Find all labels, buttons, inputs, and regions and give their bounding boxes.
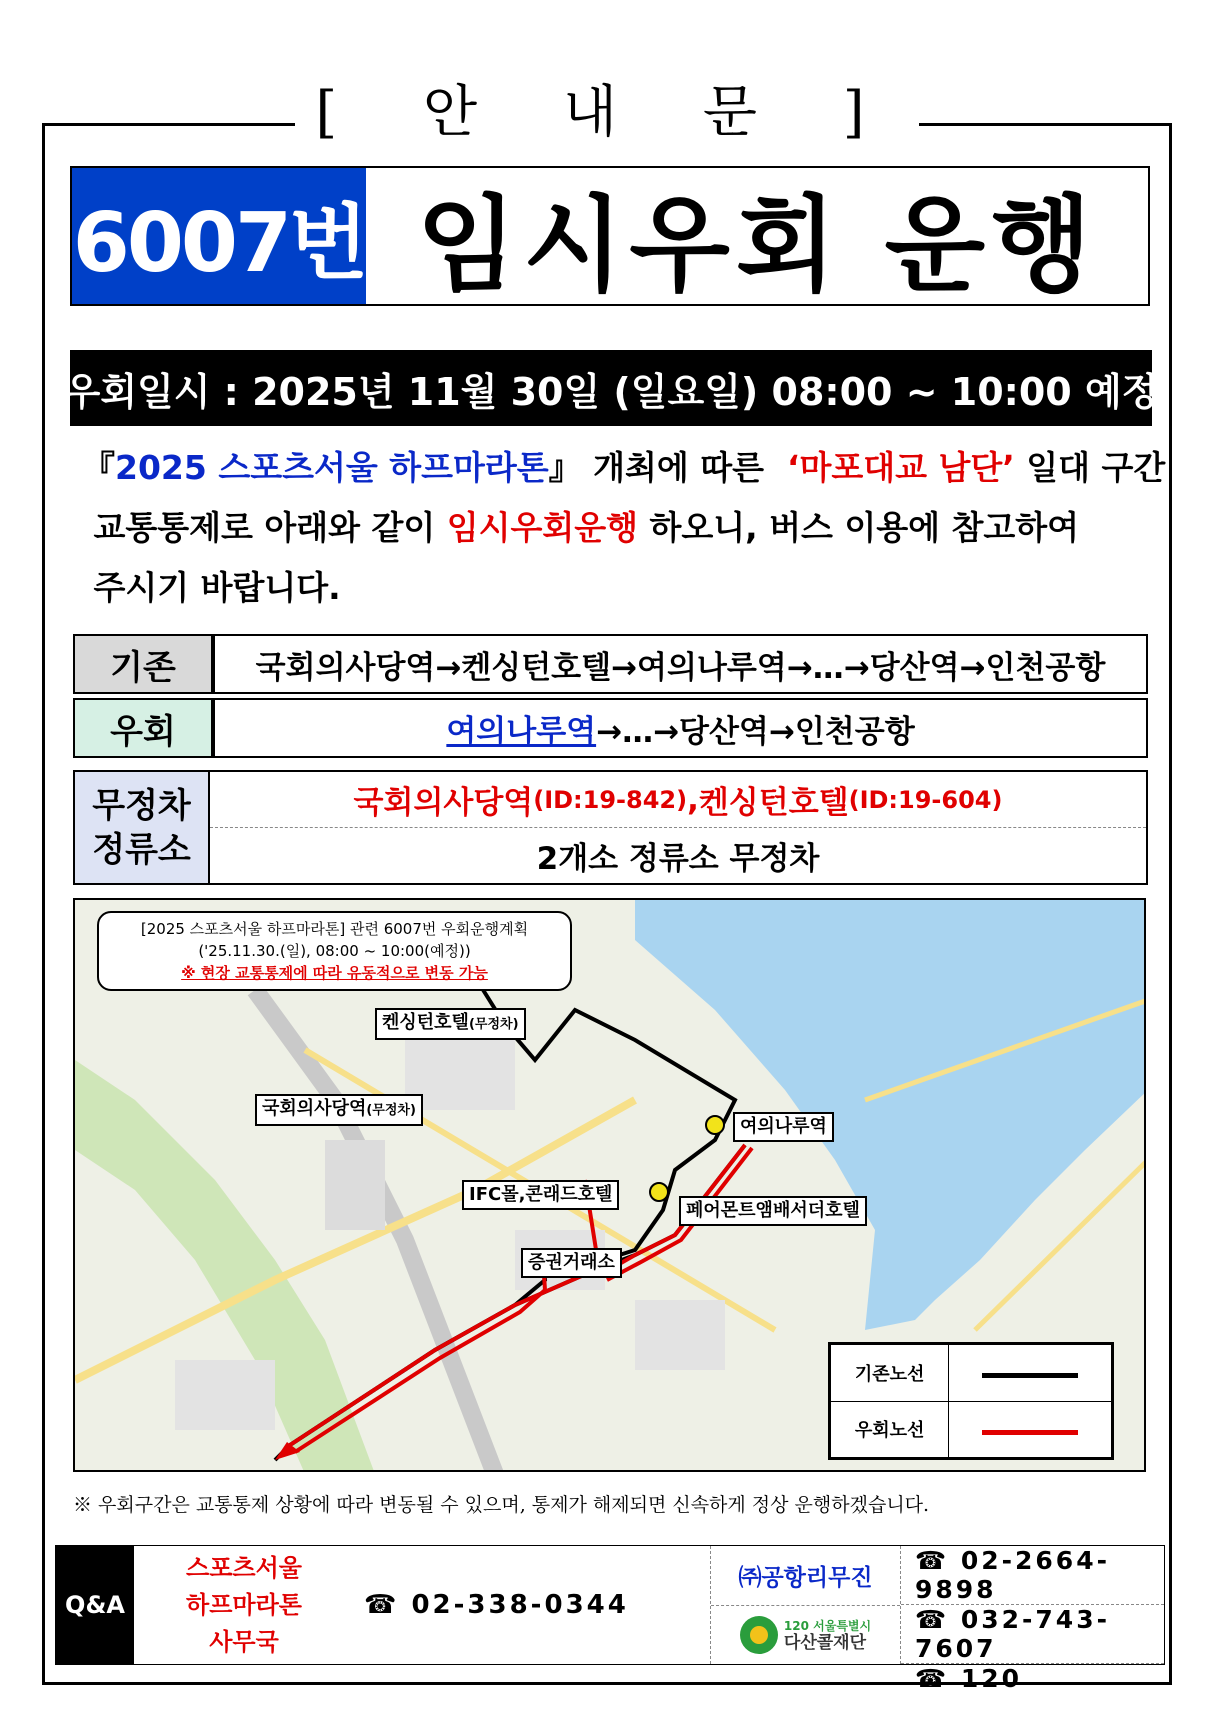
block [325, 1140, 385, 1230]
detour-route-path [213, 698, 1148, 758]
qa-label: Q&A [56, 1546, 134, 1664]
skipped-stop-1-id: (ID:19-842) [533, 785, 688, 814]
stop-label-yeouinaru: 여의나루역 [733, 1112, 834, 1142]
footnote: ※ 우회구간은 교통통제 상황에 따라 변동될 수 있으며, 통제가 해제되면 신속하게 정상 운행하겠습니다. [73, 1494, 930, 1516]
map-legend [828, 1342, 1114, 1460]
skipped-stops-summary: 2개소 정류소 무정차 [536, 841, 820, 877]
legend-detour-label: 우회노선 [831, 1401, 949, 1458]
stop-marker-icon [650, 1183, 668, 1201]
qa-box [55, 1545, 1165, 1693]
intro-line-3: 주시기 바랍니다. [82, 568, 341, 607]
callout-warning: ※ 현장 교통통제에 따라 유동적으로 변동 가능 [181, 964, 488, 982]
qa-companies [711, 1546, 901, 1664]
intro-text-span: 『 [82, 448, 115, 487]
dasan-logo-group [740, 1616, 871, 1654]
route-number: 6007번 [72, 168, 366, 304]
notice-heading [0, 78, 1214, 148]
legend-line [982, 1373, 1078, 1378]
skipped-stops-body [210, 772, 1146, 883]
org-line: 사무국 [209, 1627, 279, 1656]
route-map [73, 898, 1146, 1472]
existing-route-label: 기존 [73, 634, 213, 694]
dasan-text [784, 1618, 871, 1652]
schedule-bar: 우회일시 : 2025년 11월 30일 (일요일) 08:00 ~ 10:00 예정 [70, 350, 1152, 426]
dasan-call [711, 1606, 900, 1665]
skipped-stop-1: 국회의사당역 [353, 785, 534, 821]
stop-label-exchange: 증권거래소 [521, 1248, 622, 1278]
qa-phone-numbers [901, 1546, 1164, 1693]
stop-label-ifc: IFC몰,콘래드호텔 [462, 1180, 619, 1210]
detour-route-rest: →…→당산역→인천공항 [596, 713, 915, 750]
qa-organizer-name [186, 1550, 302, 1661]
detour-highlight: 임시우회운행 [446, 508, 639, 547]
intro-text-span: 일대 구간 [1014, 448, 1166, 487]
control-area: ‘마포대교 남단’ [786, 448, 1015, 487]
stop-name: 국회의사당역 [262, 1098, 367, 1119]
stop-marker-icon [706, 1116, 724, 1134]
callout-title: [2025 스포츠서울 하프마라톤] 관련 6007번 우회운행계획 [140, 920, 529, 938]
stop-label-fairmont: 페어몬트앰배서더호텔 [679, 1196, 867, 1226]
map-callout [97, 911, 572, 991]
intro-line-2 [82, 498, 1172, 558]
event-name: 2025 스포츠서울 하프마라톤 [115, 448, 549, 487]
legend-table [830, 1344, 1112, 1458]
qa-organizer [134, 1546, 354, 1664]
detour-start-stop: 여의나루역 [446, 713, 597, 750]
stop-note: (무정차) [468, 1017, 519, 1032]
stop-name: 켄싱턴호텔 [382, 1012, 469, 1033]
legend-existing-swatch [949, 1345, 1112, 1402]
skipped-stops-box [73, 770, 1148, 885]
org-line: 하프마라톤 [186, 1590, 302, 1619]
dasan-logo-icon [740, 1616, 778, 1654]
dasan-small: 120 서울특별시 [783, 1618, 872, 1633]
phone-number-3: ☎ 120 [915, 1664, 1023, 1693]
skipped-stop-2: 켄싱턴호텔 [698, 785, 849, 821]
detour-route-label: 우회 [73, 698, 213, 758]
skipped-stops-list [210, 772, 1146, 828]
organizer-phone: ☎ 02-338-0344 [354, 1546, 711, 1664]
phone-number-2: ☎ 032-743-7607 [901, 1605, 1164, 1664]
legend-detour-swatch [949, 1401, 1112, 1458]
stop-label-kensington [375, 1008, 526, 1040]
block [175, 1360, 275, 1430]
notice-heading-text: [ 안 내 문 ] [295, 80, 918, 145]
intro-text-span: 하오니, 버스 이용에 참고하여 [638, 508, 1080, 547]
callout-date: ('25.11.30.(일), 08:00 ~ 10:00(예정)) [198, 942, 471, 960]
legend-row-existing [831, 1345, 1112, 1402]
stop-note: (무정차) [366, 1103, 416, 1118]
page-title: 임시우회 운행 [416, 184, 1098, 306]
detour-route-row [73, 698, 1148, 758]
route-table [73, 630, 1148, 762]
legend-row-detour [831, 1401, 1112, 1458]
skipped-stop-2-id: (ID:19-604) [848, 785, 1003, 814]
separator: , [687, 781, 699, 818]
stop-label-assembly [255, 1094, 423, 1126]
block [635, 1300, 725, 1370]
existing-route-path: 국회의사당역→켄싱턴호텔→여의나루역→…→당산역→인천공항 [213, 634, 1148, 694]
intro-line-1 [82, 438, 1172, 498]
qa-contacts [711, 1546, 1164, 1693]
existing-route-row [73, 634, 1148, 694]
title-row [70, 166, 1150, 306]
legend-line [982, 1430, 1078, 1435]
intro-text-span: 』 개최에 따른 [548, 448, 787, 487]
org-line: 스포츠서울 [186, 1553, 302, 1582]
skipped-stops-label: 무정차 정류소 [75, 772, 210, 883]
company-name: ㈜공항리무진 [711, 1546, 900, 1606]
dasan-name: 다산콜재단 [783, 1632, 867, 1653]
intro-text [82, 438, 1172, 618]
phone-number-1: ☎ 02-2664-9898 [901, 1546, 1164, 1605]
legend-existing-label: 기존노선 [831, 1345, 949, 1402]
intro-text-span: 교통통제로 아래와 같이 [82, 508, 447, 547]
